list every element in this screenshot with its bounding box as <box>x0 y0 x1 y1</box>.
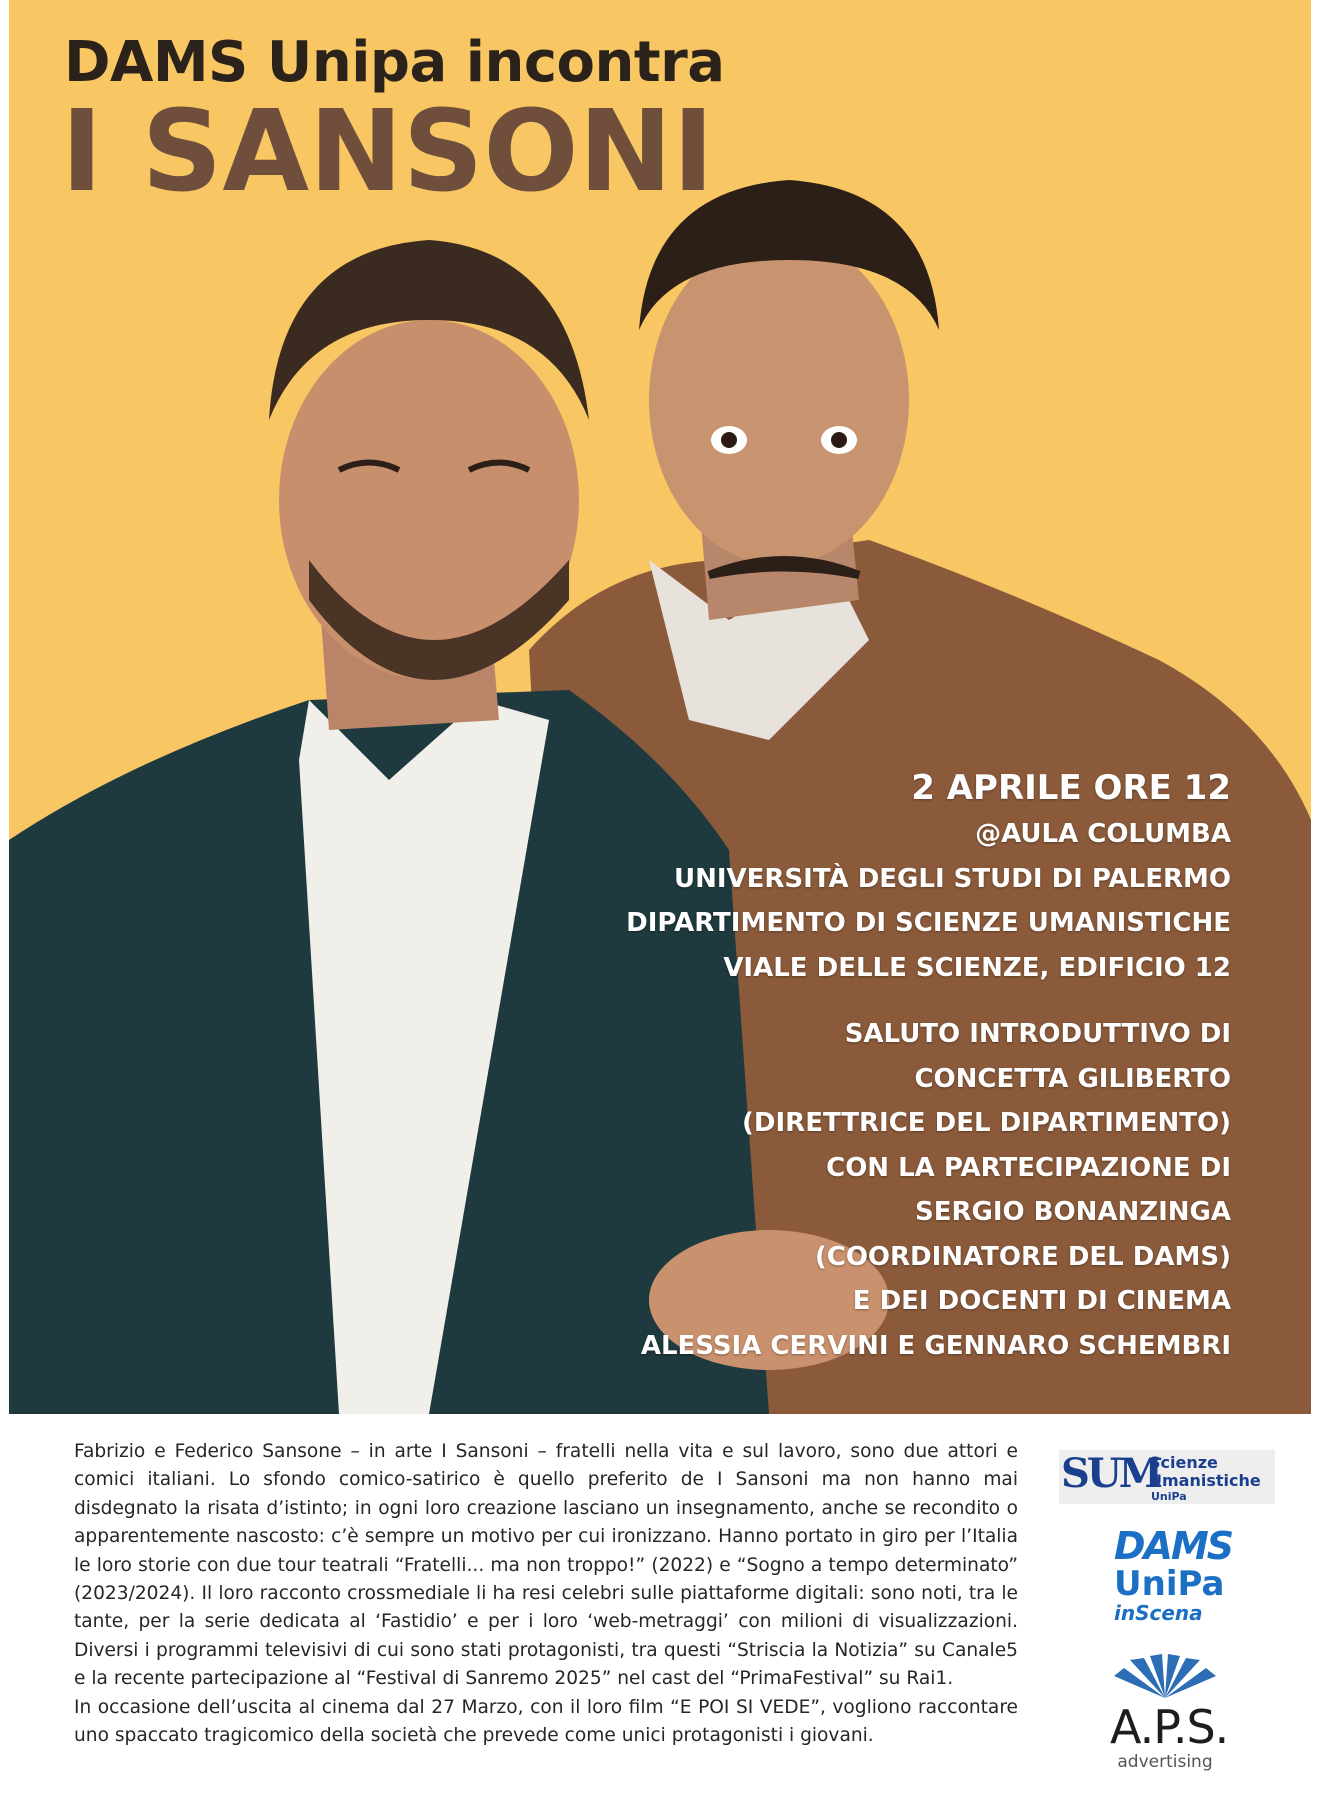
program-line: CONCETTA GILIBERTO <box>914 1063 1231 1094</box>
venue-line: UNIVERSITÀ DEGLI STUDI DI PALERMO <box>673 863 1231 894</box>
sum-logo <box>1059 1450 1275 1504</box>
event-poster <box>9 0 1311 1414</box>
program-line: SERGIO BONANZINGA <box>915 1197 1231 1227</box>
sum-logo-line: Scienze <box>1149 1453 1218 1472</box>
description-section <box>0 1414 1320 1815</box>
aps-logo-name: A.P.S. <box>1110 1700 1229 1754</box>
sum-logo-mark: SUM <box>1061 1450 1161 1497</box>
venue-line: DIPARTIMENTO DI SCIENZE UMANISTICHE <box>626 908 1231 938</box>
program-line: CON LA PARTECIPAZIONE DI <box>826 1152 1231 1183</box>
program-line: (COORDINATORE DEL DAMS) <box>814 1241 1231 1272</box>
dams-logo-line: inScena <box>1114 1601 1203 1625</box>
event-date: 2 APRILE ORE 12 <box>911 768 1231 808</box>
program-line: (DIRETTRICE DEL DIPARTIMENTO) <box>742 1108 1231 1138</box>
sum-logo-sub: UniPa <box>1151 1490 1187 1503</box>
venue-line: @AULA COLUMBA <box>975 819 1231 849</box>
venue-line: VIALE DELLE SCIENZE, EDIFICIO 12 <box>723 952 1231 983</box>
sum-logo-text <box>1149 1454 1261 1490</box>
event-info <box>511 764 1231 1368</box>
description-paragraph: In occasione dell’uscita al cinema dal 27 Marzo, con il loro film “E POI SI VEDE”, vogliono raccontare uno spaccato tragicomico della società che prevede come unici protagonisti i giovani. <box>74 1696 1018 1747</box>
aps-logo-sub: advertising <box>1117 1752 1213 1772</box>
sum-logo-line: Umanistiche <box>1149 1471 1261 1490</box>
description-paragraph: Fabrizio e Federico Sansone – in arte I Sansoni – fratelli nella vita e sul lavoro, sono due attori e comici italiani. Lo sfondo comico-satirico è quello preferito de I Sansoni ma non hanno mai disdegnato la risata d’istinto; in ogni loro creazione lasciano un insegnamento, anche se recondito o apparentemente nascosto: c’è sempre un motivo per cui ironizzano. Hanno portato in giro per l’Italia le loro storie con due tour teatrali “Fratelli... ma non troppo!” (2022) e “Sogno a tempo determinato” (2023/2024). Il loro racconto crossmediale li ha resi celebri sulle piattaforme digitali: sono noti, tra le tante, per la serie dedicata al ‘Fastidio’ e per i loro ‘web-metraggi’ con milioni di visualizzazioni. Diversi i programmi televisivi di cui sono stati protagonisti, tra questi “Striscia la Notizia” su Canale5 e la recente partecipazione al “Festival di Sanremo 2025” nel cast del “PrimaFestival” su Rai1. <box>74 1441 1018 1690</box>
dams-logo <box>1114 1526 1234 1636</box>
description-text <box>74 1438 1018 1750</box>
program-line: SALUTO INTRODUTTIVO DI <box>844 1019 1231 1049</box>
dams-logo-line: UniPa <box>1114 1564 1225 1604</box>
event-subtitle: DAMS Unipa incontra <box>64 30 725 95</box>
event-title: I SANSONI <box>61 87 715 217</box>
program-line: ALESSIA CERVINI E GENNARO SCHEMBRI <box>640 1330 1231 1361</box>
program-line: E DEI DOCENTI DI CINEMA <box>852 1286 1231 1316</box>
aps-logo <box>1110 1654 1229 1784</box>
dams-logo-line: DAMS <box>1114 1524 1233 1568</box>
aps-fan-icon <box>1110 1654 1220 1700</box>
